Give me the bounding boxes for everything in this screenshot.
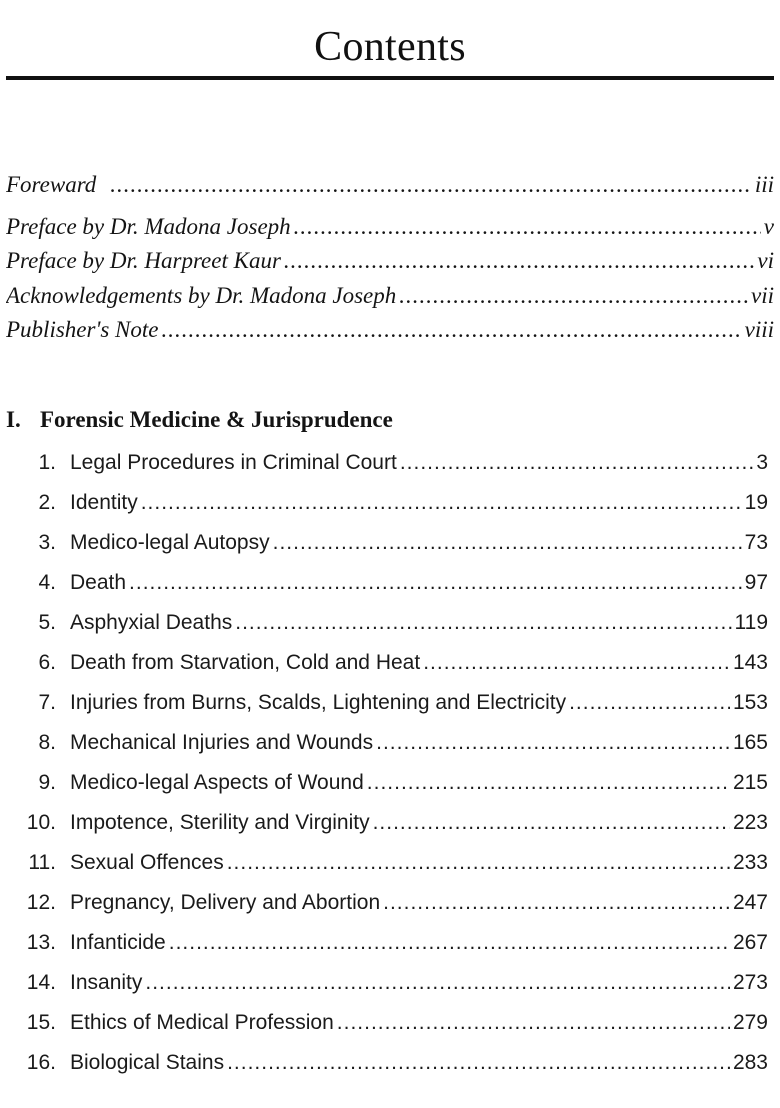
entry-page: vii (751, 283, 774, 308)
chapter-number: 11. (28, 851, 56, 874)
chapter-entry[interactable] (14, 608, 768, 638)
toc-entry-preface-madona[interactable] (6, 212, 774, 242)
dot-leader (141, 488, 742, 518)
chapter-title: Death (70, 571, 127, 594)
section-heading[interactable] (6, 405, 393, 435)
dot-leader (227, 1048, 730, 1078)
dot-leader (367, 768, 730, 798)
chapter-entry[interactable] (14, 848, 768, 878)
dot-leader (569, 688, 730, 718)
chapter-number: 7. (38, 691, 56, 714)
chapter-page: 273 (732, 971, 768, 994)
chapter-title: Legal Procedures in Criminal Court (70, 451, 397, 474)
chapter-number: 5. (38, 611, 56, 634)
dot-leader (162, 315, 742, 345)
chapter-page: 233 (732, 851, 768, 874)
dot-leader (294, 212, 761, 242)
section-title: Forensic Medicine & Jurisprudence (40, 407, 393, 432)
section-number: I. (6, 407, 21, 432)
chapter-number: 6. (38, 651, 56, 674)
chapter-number: 1. (38, 451, 56, 474)
chapter-entry[interactable] (14, 888, 768, 918)
chapter-entry[interactable] (14, 448, 768, 478)
chapter-title: Ethics of Medical Profession (70, 1011, 334, 1034)
dot-leader (376, 728, 730, 758)
chapter-title: Identity (70, 491, 138, 514)
entry-title: Preface by Dr. Harpreet Kaur (6, 248, 281, 273)
chapter-title: Medico-legal Aspects of Wound (70, 771, 364, 794)
chapter-number: 4. (38, 571, 56, 594)
chapter-title: Biological Stains (70, 1051, 225, 1074)
chapter-title: Mechanical Injuries and Wounds (70, 731, 374, 754)
dot-leader (383, 888, 730, 918)
page-title: Contents (314, 24, 466, 70)
chapter-entry[interactable] (14, 688, 768, 718)
chapter-number: 15. (26, 1011, 56, 1034)
chapter-title: Injuries from Burns, Scalds, Lightening and Electricity (70, 691, 567, 714)
dot-leader (273, 528, 742, 558)
chapter-entry[interactable] (14, 968, 768, 998)
chapter-entry[interactable] (14, 528, 768, 558)
chapter-page: 283 (732, 1051, 768, 1074)
chapter-entry[interactable] (14, 1008, 768, 1038)
toc-entry-acknowledgements[interactable] (6, 281, 774, 311)
entry-title: Publisher's Note (6, 317, 159, 342)
chapter-entry[interactable] (14, 808, 768, 838)
chapter-number: 14. (26, 971, 56, 994)
chapter-entry[interactable] (14, 568, 768, 598)
entry-title: Acknowledgements by Dr. Madona Joseph (6, 283, 397, 308)
dot-leader (337, 1008, 730, 1038)
chapter-page: 165 (732, 731, 768, 754)
chapter-page: 267 (732, 931, 768, 954)
dot-leader (129, 568, 742, 598)
entry-title: Foreward (6, 172, 97, 197)
chapter-page: 153 (732, 691, 768, 714)
chapter-page: 73 (744, 531, 768, 554)
chapter-number: 3. (38, 531, 56, 554)
chapter-title: Sexual Offences (70, 851, 224, 874)
chapter-entry[interactable] (14, 928, 768, 958)
dot-leader (227, 848, 730, 878)
chapter-page: 143 (732, 651, 768, 674)
chapter-number: 10. (26, 811, 56, 834)
chapter-title: Death from Starvation, Cold and Heat (70, 651, 421, 674)
chapter-title: Medico-legal Autopsy (70, 531, 270, 554)
chapter-page: 119 (734, 611, 768, 634)
chapter-entry[interactable] (14, 768, 768, 798)
toc-entry-preface-harpreet[interactable] (6, 246, 774, 276)
chapter-number: 8. (38, 731, 56, 754)
chapter-entry[interactable] (14, 648, 768, 678)
chapter-entry[interactable] (14, 1048, 768, 1078)
chapter-page: 19 (744, 491, 768, 514)
chapter-number: 9. (38, 771, 56, 794)
entry-page: iii (754, 172, 774, 197)
chapter-number: 12. (26, 891, 56, 914)
chapter-title: Asphyxial Deaths (70, 611, 233, 634)
dot-leader (400, 448, 754, 478)
chapter-title: Impotence, Sterility and Virginity (70, 811, 370, 834)
dot-leader (284, 246, 755, 276)
chapter-page: 97 (744, 571, 768, 594)
dot-leader (399, 281, 748, 311)
toc-entry-publishers-note[interactable] (6, 315, 774, 345)
chapter-page: 279 (732, 1011, 768, 1034)
chapter-page: 215 (732, 771, 768, 794)
entry-title: Preface by Dr. Madona Joseph (6, 214, 291, 239)
dot-leader (373, 808, 730, 838)
dot-leader (235, 608, 731, 638)
title-rule (6, 76, 774, 80)
chapter-number: 16. (26, 1051, 56, 1074)
chapter-title: Pregnancy, Delivery and Abortion (70, 891, 381, 914)
chapter-page: 247 (732, 891, 768, 914)
dot-leader (145, 968, 730, 998)
dot-leader (169, 928, 730, 958)
chapter-page: 223 (732, 811, 768, 834)
chapter-entry[interactable] (14, 488, 768, 518)
chapter-number: 13. (26, 931, 56, 954)
dot-leader (110, 170, 752, 200)
chapter-page: 3 (756, 451, 768, 474)
entry-page: vi (757, 248, 774, 273)
toc-entry-foreward[interactable] (6, 170, 774, 200)
chapter-entry[interactable] (14, 728, 768, 758)
entry-page: viii (744, 317, 774, 342)
chapter-title: Insanity (70, 971, 143, 994)
entry-page: v (763, 214, 774, 239)
chapter-number: 2. (38, 491, 56, 514)
dot-leader (423, 648, 730, 678)
chapter-title: Infanticide (70, 931, 166, 954)
